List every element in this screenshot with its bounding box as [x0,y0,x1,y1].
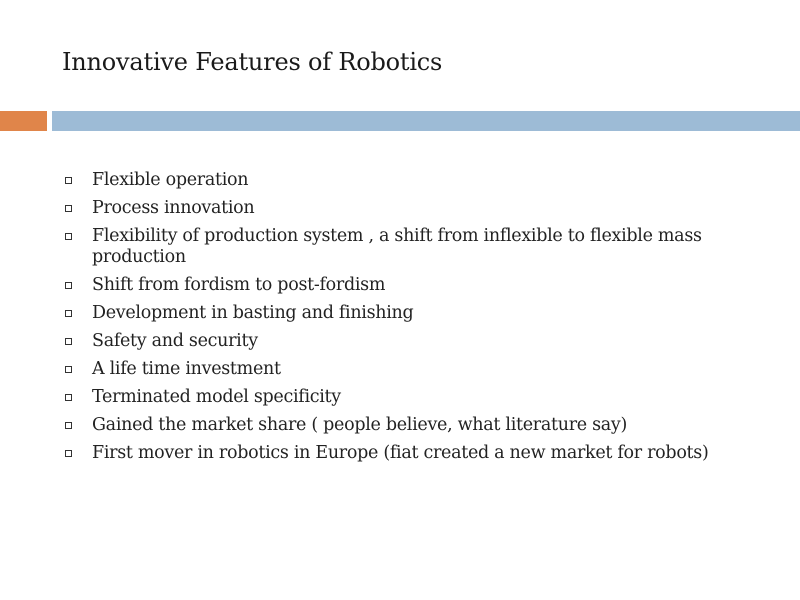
hollow-square-bullet-icon [65,338,72,345]
bullet-item [64,226,754,268]
hollow-square-bullet-icon [65,177,72,184]
bullet-list [64,170,754,471]
hollow-square-bullet-icon [65,205,72,212]
bullet-text: Terminated model specificity [92,387,341,407]
hollow-square-bullet-icon [65,366,72,373]
accent-bar-orange [0,111,47,131]
hollow-square-bullet-icon [65,394,72,401]
bullet-text: A life time investment [92,359,281,379]
hollow-square-bullet-icon [65,422,72,429]
bullet-text: Process innovation [92,198,255,218]
hollow-square-bullet-icon [65,233,72,240]
bullet-text: First mover in robotics in Europe (fiat created a new market for robots) [92,443,709,463]
bullet-text: Development in basting and finishing [92,303,414,323]
bullet-text: Flexible operation [92,170,249,190]
hollow-square-bullet-icon [65,310,72,317]
bullet-text: Safety and security [92,331,258,351]
bullet-item [64,359,754,380]
bullet-item [64,415,754,436]
hollow-square-bullet-icon [65,450,72,457]
bullet-item [64,387,754,408]
slide-title: Innovative Features of Robotics [62,48,443,76]
bullet-item [64,443,754,464]
bullet-item [64,331,754,352]
hollow-square-bullet-icon [65,282,72,289]
bullet-text: Shift from fordism to post-fordism [92,275,386,295]
bullet-item [64,170,754,191]
bullet-item [64,198,754,219]
accent-bar-blue [52,111,800,131]
bullet-item [64,275,754,296]
bullet-text: Flexibility of production system , a shift from inflexible to flexible mass production [92,226,702,267]
bullet-text: Gained the market share ( people believe, what literature say) [92,415,628,435]
bullet-item [64,303,754,324]
